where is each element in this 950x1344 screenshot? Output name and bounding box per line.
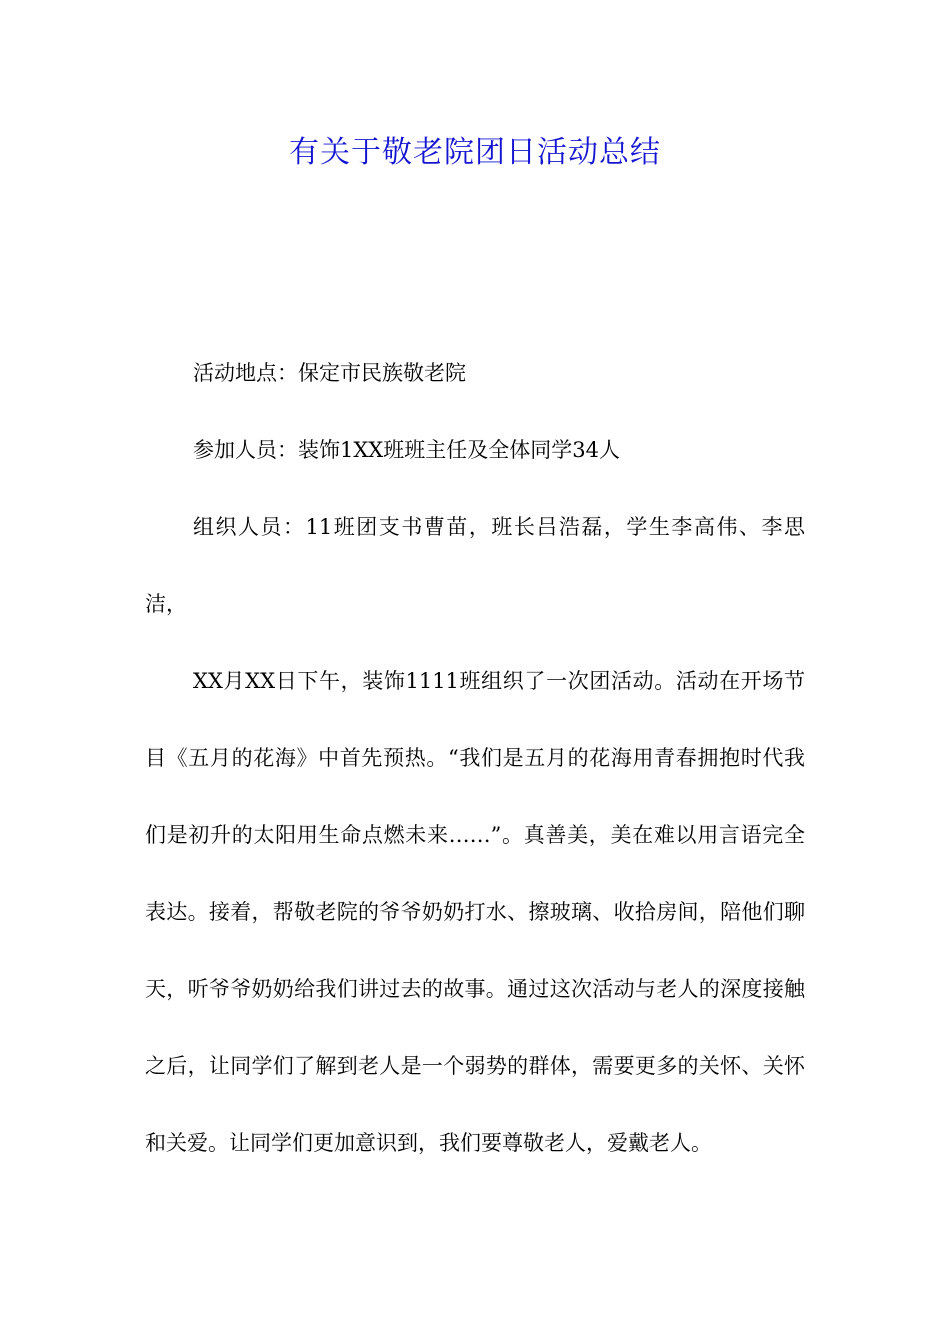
paragraph-organizers: 组织人员：11班团支书曹苗，班长吕浩磊，学生李高伟、李思洁，: [145, 515, 805, 616]
paragraph-activity-summary: XX月XX日下午，装饰1111班组织了一次团活动。活动在开场节目《五月的花海》中首先预热。“我们是五月的花海用青春拥抱时代我们是初升的太阳用生命点燃未来……”。真善美，美在难以用言语完全表达。接着，帮敬老院的爷爷奶奶打水、擦玻璃、收拾房间，陪他们聊天，听爷爷奶奶给我们讲过去的故事。通过这次活动与老人的深度接触之后，让同学们了解到老人是一个弱势的群体，需要更多的关怀、关怀和关爱。让同学们更加意识到，我们要尊敬老人，爱戴老人。: [145, 669, 805, 1155]
document-title: 有关于敬老院团日活动总结: [289, 135, 661, 170]
paragraph-participants: 参加人员：装饰1XX班班主任及全体同学34人: [193, 438, 620, 462]
document-body: [145, 335, 805, 1182]
paragraph-location: 活动地点：保定市民族敬老院: [193, 361, 466, 385]
